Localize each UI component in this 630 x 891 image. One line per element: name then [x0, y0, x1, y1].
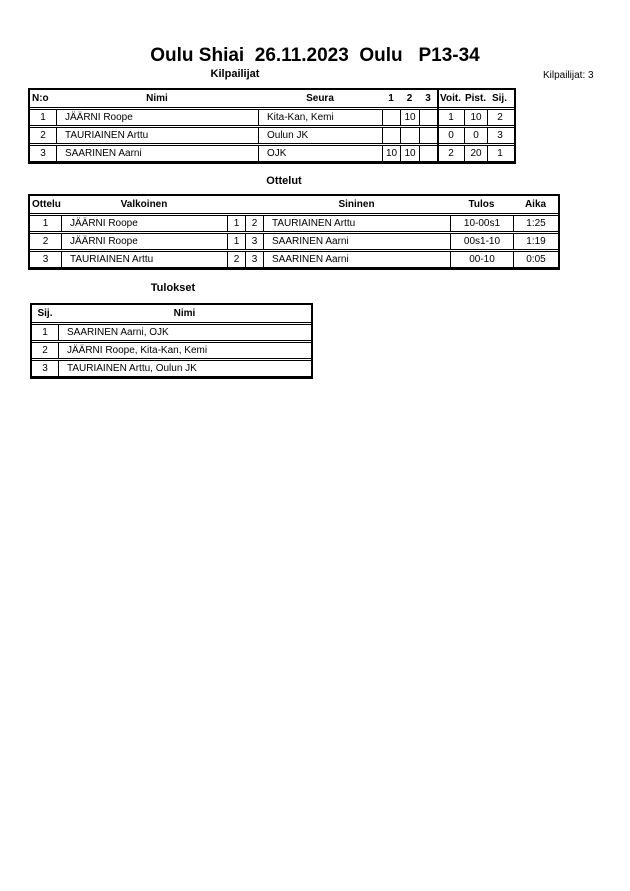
matches-table — [28, 194, 560, 270]
table-cell: 1 — [227, 216, 245, 231]
table-cell: 2 — [42, 345, 48, 356]
table-cell: 10 — [400, 110, 419, 125]
table-cell: 1:19 — [513, 234, 558, 249]
table-header-row — [30, 196, 558, 214]
competitors-section-heading: Kilpailijat — [210, 68, 260, 80]
table-cell: 3 — [40, 148, 46, 159]
table-cell: 3 — [487, 128, 512, 143]
table-cell: JÄÄRNI Roope, Kita-Kan, Kemi — [58, 343, 311, 358]
table-header-cell: 1 — [388, 93, 394, 104]
table-cell: 20 — [464, 146, 487, 161]
table-cell — [382, 128, 400, 143]
table-header-cell: Seura — [306, 93, 334, 104]
table-header-cell: Ottelu — [32, 199, 61, 210]
table-header-cell: 3 — [425, 93, 431, 104]
table-cell: 1 — [227, 234, 245, 249]
table-cell: 1 — [487, 146, 512, 161]
table-cell: 2 — [40, 130, 46, 141]
table-row — [30, 109, 514, 126]
table-cell: SAARINEN Aarni — [263, 252, 450, 267]
results-table — [30, 303, 313, 379]
table-cell: TAURIAINEN Arttu — [263, 216, 450, 231]
table-cell: 0:05 — [513, 252, 558, 267]
table-cell: 1 — [40, 112, 46, 123]
table-cell — [419, 110, 437, 125]
table-cell: 0 — [437, 128, 464, 143]
table-cell: Oulun JK — [258, 128, 382, 143]
table-header-cell: Aika — [524, 199, 547, 210]
table-row — [30, 233, 558, 250]
table-cell: SAARINEN Aarni — [263, 234, 450, 249]
table-cell: 3 — [245, 234, 263, 249]
table-header-cell — [245, 196, 263, 213]
table-cell: OJK — [258, 146, 382, 161]
table-header-cell: N:o — [32, 93, 49, 104]
table-cell: 10-00s1 — [450, 216, 513, 231]
matches-section-heading: Ottelut — [266, 175, 302, 187]
table-header-cell: Nimi — [146, 93, 168, 104]
table-cell: JÄÄRNI Roope — [61, 216, 227, 231]
table-header-cell: Valkoinen — [120, 199, 168, 210]
table-cell: 1 — [42, 327, 48, 338]
table-header-row — [30, 90, 514, 108]
table-header-cell: Sij. — [491, 93, 507, 104]
table-header-cell: Sininen — [338, 199, 375, 210]
table-cell: 2 — [245, 216, 263, 231]
table-header-row — [32, 305, 311, 323]
table-cell: 00-10 — [450, 252, 513, 267]
score-section-divider — [437, 90, 439, 162]
table-header-cell: Pist. — [464, 93, 487, 104]
table-cell: SAARINEN Aarni — [56, 146, 258, 161]
table-cell: Kita-Kan, Kemi — [258, 110, 382, 125]
table-header-cell — [227, 196, 245, 213]
table-cell — [382, 110, 400, 125]
table-cell: 1 — [437, 110, 464, 125]
table-header-cell: 2 — [406, 93, 413, 104]
table-row — [30, 127, 514, 144]
table-cell: 1 — [42, 218, 49, 229]
table-cell: 2 — [437, 146, 464, 161]
table-row — [30, 145, 514, 162]
table-cell: 10 — [400, 146, 419, 161]
table-cell — [400, 128, 419, 143]
table-cell: 3 — [42, 363, 48, 374]
page-title: Oulu Shiai 26.11.2023 Oulu P13-34 — [150, 45, 480, 66]
table-cell: TAURIAINEN Arttu — [56, 128, 258, 143]
table-cell: 10 — [382, 146, 400, 161]
table-cell: SAARINEN Aarni, OJK — [58, 325, 311, 340]
table-cell: 00s1-10 — [450, 234, 513, 249]
table-header-cell: Nimi — [173, 308, 196, 319]
competitors-table — [28, 88, 516, 164]
table-cell: 3 — [42, 254, 49, 265]
table-cell: 2 — [227, 252, 245, 267]
table-cell: 10 — [464, 110, 487, 125]
table-cell: 2 — [42, 236, 49, 247]
table-cell: JÄÄRNI Roope — [56, 110, 258, 125]
table-row — [30, 251, 558, 268]
table-row — [32, 324, 311, 341]
table-header-cell: Sij. — [37, 308, 53, 319]
table-header-cell: Tulos — [468, 199, 495, 210]
table-cell: 2 — [487, 110, 512, 125]
table-row — [32, 360, 311, 377]
table-cell — [419, 146, 437, 161]
table-cell: TAURIAINEN Arttu, Oulun JK — [58, 361, 311, 376]
table-cell: 3 — [245, 252, 263, 267]
competitors-count: Kilpailijat: 3 — [543, 70, 594, 81]
table-cell: 1:25 — [513, 216, 558, 231]
table-cell: JÄÄRNI Roope — [61, 234, 227, 249]
table-cell: 0 — [464, 128, 487, 143]
table-row — [30, 215, 558, 232]
table-cell — [419, 128, 437, 143]
table-row — [32, 342, 311, 359]
table-cell: TAURIAINEN Arttu — [61, 252, 227, 267]
table-header-cell: Voit. — [440, 93, 461, 104]
results-section-heading: Tulokset — [150, 282, 196, 294]
